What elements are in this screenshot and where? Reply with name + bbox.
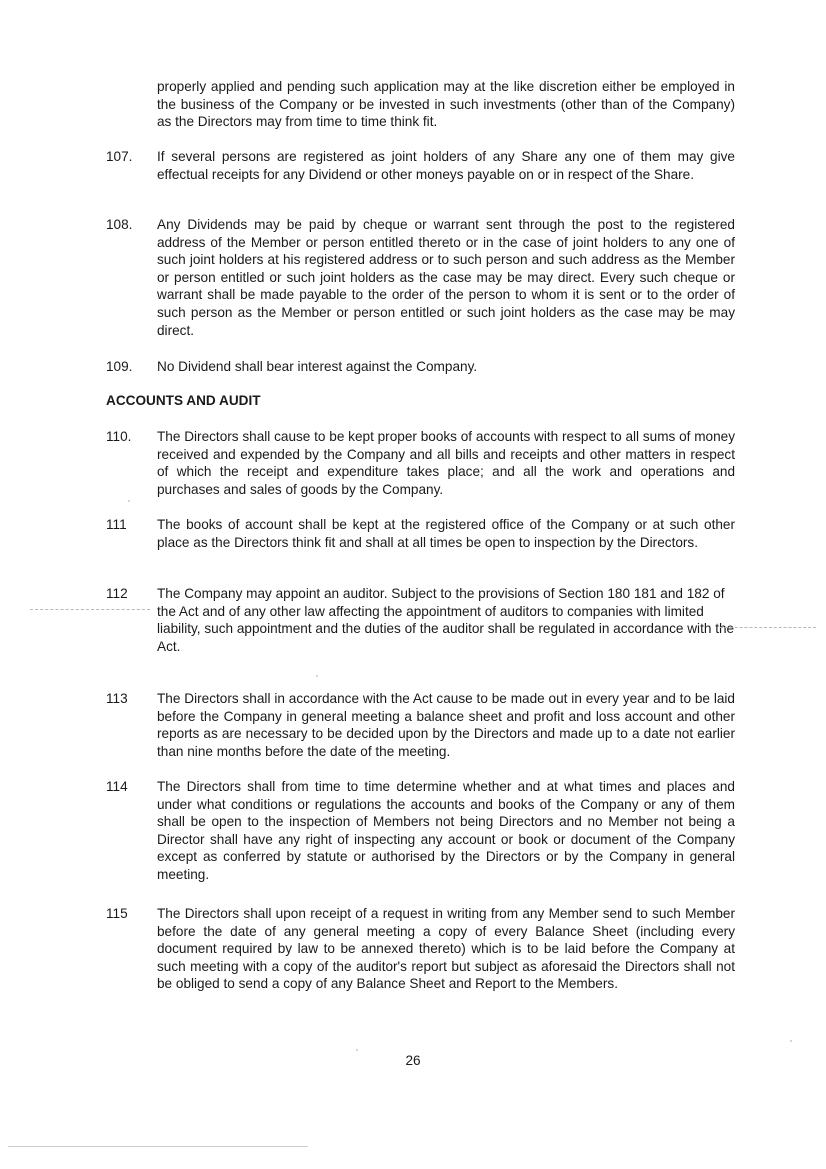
clause-number-107: 107. (106, 149, 133, 164)
section-heading-accounts-audit: ACCOUNTS AND AUDIT (106, 393, 261, 408)
clause-text-115: The Directors shall upon receipt of a request in writing from any Member send to such Member before the date of any general meeting a copy of every Balance Sheet (including every document required by law to be annexed thereto) which is to be laid before the Company at such meeting with a copy of the auditor's report but subject as aforesaid the Directors shall not be obliged to send a copy of any Balance Sheet and Report to the Members. (157, 906, 735, 992)
scan-speck (356, 1049, 358, 1051)
scan-artifact-line (8, 1146, 308, 1147)
clause-number-110: 110. (106, 429, 132, 444)
clause-text-110: The Directors shall cause to be kept proper books of accounts with respect to all sums of money received and expended by the Company and all bills and receipts and other matters in respect of which the receipt and expenditure takes place; and all the work and operations and purchases and sales of goods by the Company. (157, 429, 736, 497)
clause-text-107: If several persons are registered as joint holders of any Share any one of them may give effectual receipts for any Dividend or other moneys payable on or in respect of the Share. (157, 149, 735, 182)
clause-number-114: 114 (106, 779, 128, 794)
scan-artifact-line (30, 609, 150, 610)
clause-text-111: The books of account shall be kept at the registered office of the Company or at such other place as the Directors think fit and shall at all times be open to inspection by the Directors. (157, 517, 735, 550)
clause-text-109: No Dividend shall bear interest against the Company. (157, 359, 478, 374)
continuation-paragraph: properly applied and pending such application may at the like discretion either be employed in the business of the Company or be invested in such investments (other than of the Company) as the Directors may from time to time think fit. (157, 79, 735, 130)
page-number: 26 (405, 1053, 421, 1068)
clause-text-114: The Directors shall from time to time determine whether and at what times and places and under what conditions or regulations the accounts and books of the Company or any of them shall be open to the inspection of Members not being Directors and no Member not being a Director shall have any right of inspecting any account or book or document of the Company except as conferred by statute or authorised by the Directors or by the Company in general meeting. (157, 779, 735, 882)
scan-speck (128, 500, 130, 502)
clause-number-111: 111 (106, 517, 127, 532)
scan-speck (790, 1040, 792, 1042)
clause-text-113: The Directors shall in accordance with the Act cause to be made out in every year and to be laid before the Company in general meeting a balance sheet and profit and loss account and other reports as are necessary to be decided upon by the Directors and made up to a date not earlier than nine months before the date of the meeting. (157, 691, 735, 759)
clause-number-112: 112 (106, 586, 128, 601)
clause-number-109: 109. (106, 359, 133, 374)
clause-text-108: Any Dividends may be paid by cheque or warrant sent through the post to the registered address of the Member or person entitled thereto or in the case of joint holders to any one of such joint holders at his registered address or to such person and such address as the Member or person entitled or such joint holders as the case may be may direct. Every such cheque or warrant shall be made payable to the order of the person to whom it is sent or to the order of such person as the Member or person entitled or such joint holders as the case may be may direct. (157, 217, 735, 338)
scan-artifact-line (720, 627, 816, 628)
clause-number-115: 115 (106, 906, 128, 921)
clause-text-112: The Company may appoint an auditor. Subject to the provisions of Section 180 181 and 182 of the Act and of any other law affecting the appointment of auditors to companies with limited liability, such appointment and the duties of the auditor shall be regulated in accordance with the Act. (157, 586, 735, 654)
clause-number-113: 113 (106, 691, 128, 706)
clause-number-108: 108. (106, 217, 133, 232)
scan-speck (316, 675, 318, 677)
